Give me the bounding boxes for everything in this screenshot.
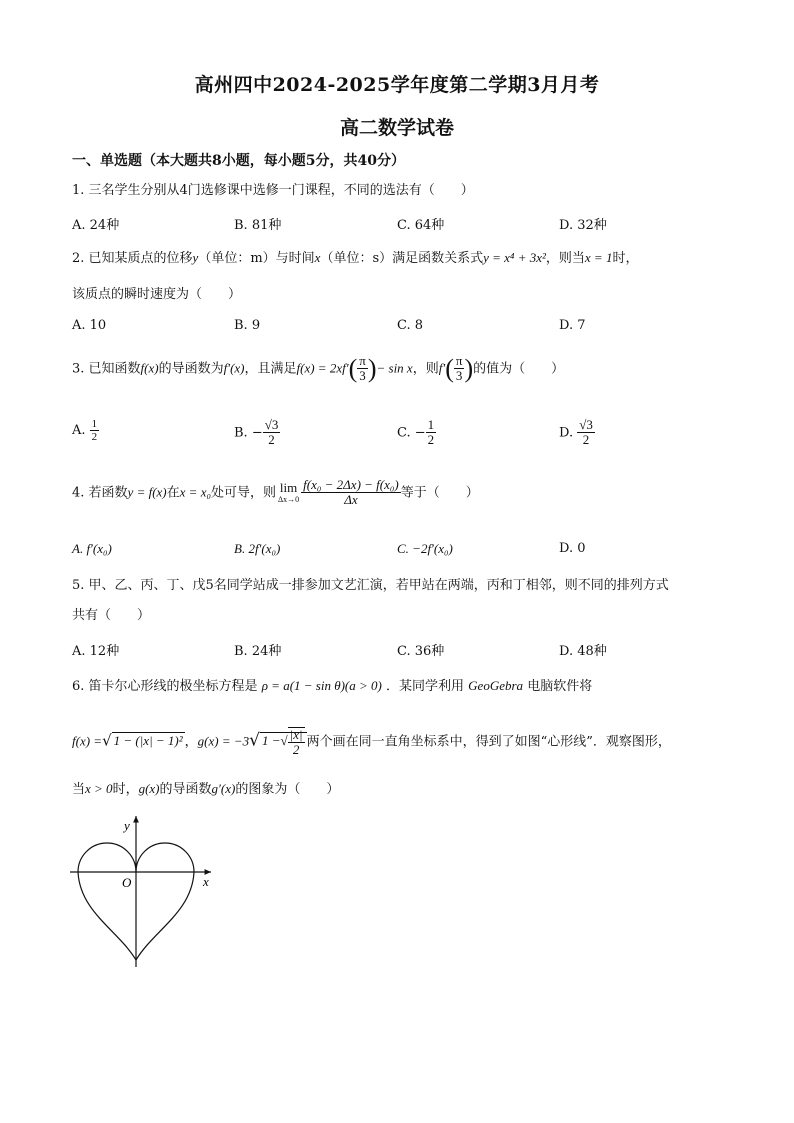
exam-title: 高州四中2024-2025学年度第二学期3月月考 <box>194 74 600 96</box>
section-heading: 一、单选题（本大题共8小题，每小题5分，共40分） <box>72 153 405 169</box>
difference-quotient: $\frac{\text{f(x₀ − 2Δx) − f(x₀)}}{\Delta x}$ <box>303 477 399 508</box>
q2-option-c: C. 8 <box>397 318 424 333</box>
y-axis-label: y <box>124 818 130 833</box>
q2-option-d: D. 7 <box>559 318 586 333</box>
question-6-stem: 6. 笛卡尔心形线的极坐标方程是 ρ = a(1 − sin θ)(a > 0) ．某同学利用 GeoGebra 电脑软件将 <box>72 678 593 694</box>
question-2-stem: 2. 已知某质点的位移y（单位：m）与时间x（单位：s）满足函数关系式y = x⁴ + 3x²，则当x = 1时， <box>72 250 639 266</box>
q1-option-a: A. 24种 <box>72 218 120 233</box>
q3-option-d: D. $\frac{√3}{2}$ <box>559 417 593 448</box>
q3-option-c: C. − $\frac{1}{2}$ <box>397 417 435 448</box>
q1-option-b: B. 81种 <box>234 218 282 233</box>
q1-option-d: D. 32种 <box>559 218 607 233</box>
x-axis-label: x <box>203 874 209 889</box>
q1-option-c: C. 64种 <box>397 218 445 233</box>
q5-option-d: D. 48种 <box>559 644 607 659</box>
q5-option-a: A. 12种 <box>72 644 120 659</box>
heart-curve-figure <box>68 812 228 972</box>
question-3-stem: 3. 已知函数f(x)的导函数为f′(x)，且满足f(x) = 2xf′( $\frac{\pi}{3}$ )− sin x，则f′( $\frac{\pi}{3}$ )的值为（ ） <box>72 353 565 384</box>
q3-option-a: A. $\frac{1}{2}$ <box>72 418 98 444</box>
q4-option-d: D. 0 <box>559 541 586 556</box>
q4-option-c: C. −2f′(x₀) <box>397 541 453 556</box>
exam-subtitle: 高二数学试卷 <box>339 117 454 139</box>
question-5-stem: 5. 甲、乙、丙、丁、戊5名同学站成一排参加文艺汇演，若甲站在两端，丙和丁相邻，则不同的排列方式 <box>72 578 669 593</box>
limit-operator: lim Δx→0 <box>278 480 300 504</box>
question-4-stem: 4. 若函数y = f(x)在x = x₀处可导，则 lim Δx→0 $\frac{\text{f(x₀ − 2Δx) − f(x₀)}}{\Delta x}$ 等于（ ） <box>72 477 479 508</box>
question-5-stem-line2: 共有（ ） <box>72 608 151 623</box>
question-2-stem-line2: 该质点的瞬时速度为（ ） <box>72 287 242 302</box>
origin-label: O <box>122 875 132 890</box>
q5-option-c: C. 36种 <box>397 644 445 659</box>
q3-option-b: B. − $\frac{√3}{2}$ <box>234 417 279 448</box>
q5-option-b: B. 24种 <box>234 644 282 659</box>
q2-option-b: B. 9 <box>234 318 261 333</box>
q4-option-a: A. f′(x₀) <box>72 541 112 556</box>
question-6-stem-line2: f(x) =√ 1 − (|x| − 1)² ，g(x) = −3√ 1 −√ $\frac{|x|}{2}$ 两个画在同一直角坐标系中，得到了如图“心形线”．观察图形， <box>72 727 671 758</box>
pi-over-3-fraction: $\frac{\pi}{3}$ <box>359 353 366 384</box>
pi-over-3-fraction: $\frac{\pi}{3}$ <box>455 353 463 384</box>
question-1-stem: 1. 三名学生分别从4门选修课中选修一门课程，不同的选法有（ ） <box>72 183 474 198</box>
q4-option-b: B. 2f′(x₀) <box>234 541 281 556</box>
q2-option-a: A. 10 <box>72 318 107 333</box>
question-6-stem-line3: 当x > 0时，g(x)的导函数g′(x)的图象为（ ） <box>72 781 340 797</box>
